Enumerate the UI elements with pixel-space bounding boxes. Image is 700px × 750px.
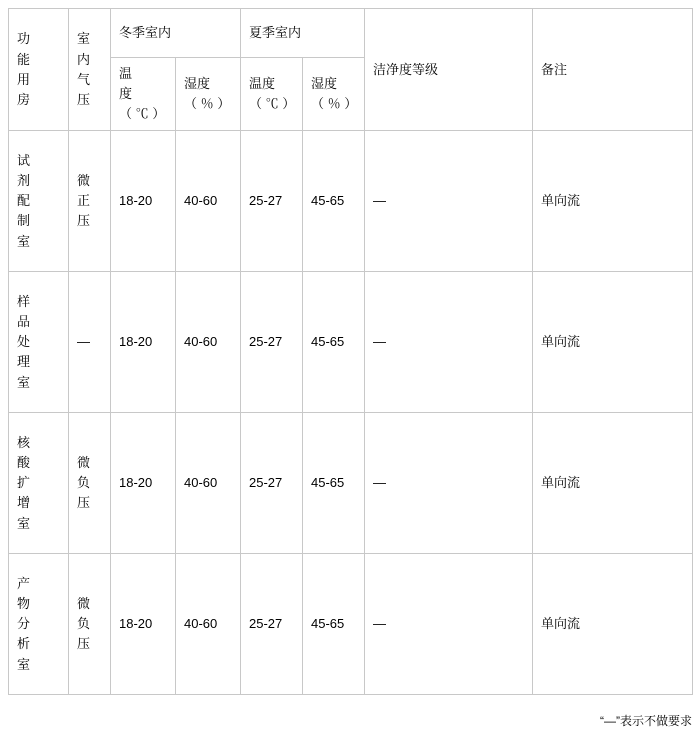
specification-table [8, 8, 693, 695]
cell-remark: 单向流 [533, 413, 693, 554]
table-row [9, 554, 693, 695]
header-remark: 备注 [533, 9, 693, 131]
cell-summer-humidity: 45-65 [303, 272, 365, 413]
cell-room-pressure: — [69, 272, 111, 413]
cell-room-name: 试 剂 配 制 室 [9, 131, 69, 272]
header-group-winter: 冬季室内 [111, 9, 241, 58]
table-header-row-top [9, 9, 693, 58]
cell-summer-temp: 25-27 [241, 413, 303, 554]
cell-room-name: 样 品 处 理 室 [9, 272, 69, 413]
table-row [9, 272, 693, 413]
header-winter-temp: 温 度 （ ℃ ） [111, 58, 176, 131]
cell-room-pressure: 微 负 压 [69, 554, 111, 695]
cell-winter-humidity: 40-60 [176, 413, 241, 554]
table-footnote: “—”表示不做要求 [600, 714, 692, 728]
cell-winter-temp: 18-20 [111, 413, 176, 554]
cell-winter-humidity: 40-60 [176, 131, 241, 272]
cell-cleanliness: — [365, 131, 533, 272]
cell-remark: 单向流 [533, 272, 693, 413]
header-room-pressure: 室 内 气 压 [69, 9, 111, 131]
cell-room-name: 核 酸 扩 增 室 [9, 413, 69, 554]
cell-room-pressure: 微 正 压 [69, 131, 111, 272]
cell-winter-humidity: 40-60 [176, 554, 241, 695]
cell-winter-temp: 18-20 [111, 131, 176, 272]
header-cleanliness: 洁净度等级 [365, 9, 533, 131]
cell-summer-temp: 25-27 [241, 554, 303, 695]
header-group-summer: 夏季室内 [241, 9, 365, 58]
cell-winter-temp: 18-20 [111, 272, 176, 413]
table-row [9, 413, 693, 554]
cell-room-pressure: 微 负 压 [69, 413, 111, 554]
cell-summer-humidity: 45-65 [303, 554, 365, 695]
header-winter-humidity: 湿度 （ ％ ） [176, 58, 241, 131]
cell-cleanliness: — [365, 272, 533, 413]
table-container [8, 8, 692, 695]
cell-cleanliness: — [365, 413, 533, 554]
table-row [9, 131, 693, 272]
header-summer-humidity: 湿度 （ ％ ） [303, 58, 365, 131]
cell-remark: 单向流 [533, 131, 693, 272]
cell-cleanliness: — [365, 554, 533, 695]
header-summer-temp: 温度 （ ℃ ） [241, 58, 303, 131]
cell-remark: 单向流 [533, 554, 693, 695]
cell-summer-temp: 25-27 [241, 131, 303, 272]
cell-summer-humidity: 45-65 [303, 131, 365, 272]
header-function-room: 功 能 用 房 [9, 9, 69, 131]
cell-winter-humidity: 40-60 [176, 272, 241, 413]
cell-winter-temp: 18-20 [111, 554, 176, 695]
cell-room-name: 产 物 分 析 室 [9, 554, 69, 695]
cell-summer-humidity: 45-65 [303, 413, 365, 554]
cell-summer-temp: 25-27 [241, 272, 303, 413]
